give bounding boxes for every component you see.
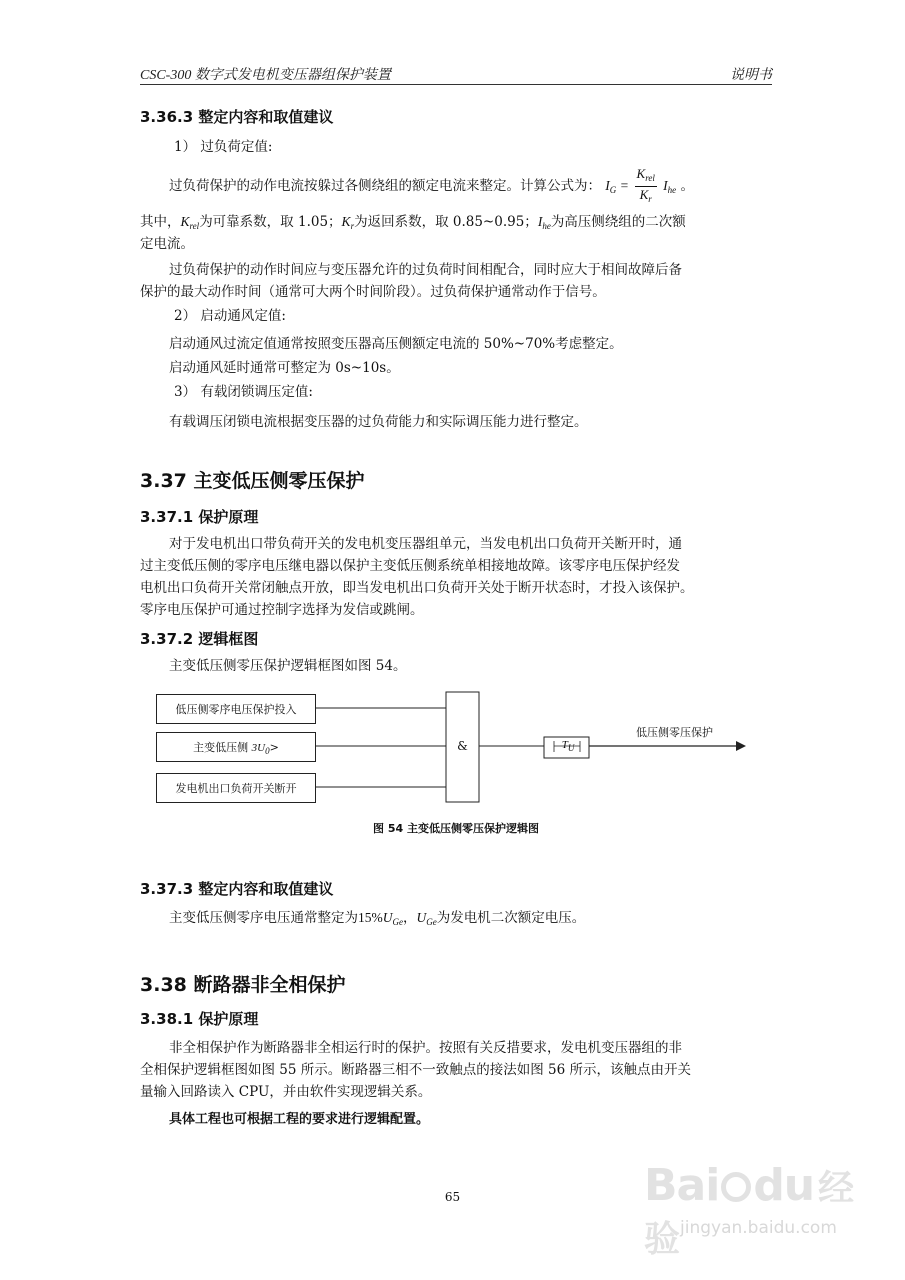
item-2: 2） 启动通风定值:	[174, 308, 286, 324]
setting-pre: 主变低压侧零序电压通常整定为	[169, 910, 358, 926]
nonfull-line-2: 全相保护逻辑框图如图 55 所示。断路器三相不一致触点的接法如图 56 所示，该触点由开关	[140, 1062, 692, 1078]
formula-tail-sub: he	[667, 185, 677, 195]
setting-post: 为发电机二次额定电压。	[436, 910, 586, 926]
watermark-brand-a: Bai	[644, 1160, 720, 1211]
header-doc-type: 说明书	[730, 68, 772, 83]
formula-end: 。	[680, 178, 694, 194]
figure-caption: 图 54 主变低压侧零压保护逻辑图	[373, 822, 539, 835]
nonfull-line-1: 非全相保护作为断路器非全相运行时的保护。按照有关反措要求，发电机变压器组的非	[169, 1040, 682, 1056]
setting-value: 15%	[358, 910, 383, 925]
formula-lhs: I	[605, 178, 610, 193]
paragraph-3b: 保护的最大动作时间（通常可大两个时间阶段）。过负荷保护通常动作于信号。	[140, 284, 606, 300]
header-title: CSC-300 数字式发电机变压器组保护装置	[140, 68, 391, 83]
bold-note: 具体工程也可根据工程的要求进行逻辑配置。	[169, 1112, 430, 1127]
timer-var: T	[561, 739, 568, 751]
timer-label	[557, 738, 579, 755]
page-number: 65	[444, 1190, 461, 1204]
logic-diagram	[150, 686, 750, 806]
input-lv-zero-seq-enable: 低压侧零序电压保护投入	[156, 694, 316, 724]
watermark-brand	[644, 1160, 870, 1262]
principle-line-1: 对于发电机出口带负荷开关的发电机变压器组单元，当发电机出口负荷开关断开时，通	[169, 536, 682, 552]
baidu-watermark	[640, 1160, 870, 1260]
formula-den: K	[639, 187, 649, 202]
setting-var-sub2: Ge	[426, 917, 437, 927]
input-gen-switch-open: 发电机出口负荷开关断开	[156, 773, 316, 803]
formula-intro: 过负荷保护的动作电流按躲过各侧绕组的额定电流来整定。计算公式为：	[169, 178, 601, 194]
formula-den-sub: r	[648, 194, 652, 204]
text-run: 其中，	[140, 214, 181, 230]
nonfull-line-3: 量输入回路读入 CPU，并由软件实现逻辑关系。	[140, 1084, 432, 1100]
formula-tail: I	[663, 178, 668, 193]
setting-var-u2: U	[416, 910, 427, 925]
variables-line	[140, 212, 772, 236]
input-3u0-var: 3U	[251, 742, 266, 754]
and-gate-label: &	[457, 739, 468, 753]
section-3-38-title: 3.38 断路器非全相保护	[140, 974, 346, 996]
watermark-brand-b: du	[753, 1160, 815, 1211]
formula-fraction	[635, 166, 657, 207]
setting-var-sub: Ge	[392, 917, 403, 927]
section-3-37-3-title: 3.37.3 整定内容和取值建议	[140, 880, 334, 898]
section-3-38-1-title: 3.38.1 保护原理	[140, 1010, 259, 1028]
setting-paragraph	[169, 908, 585, 932]
formula-lhs-sub: G	[609, 185, 617, 195]
variables-line-2: 定电流。	[140, 236, 194, 252]
setting-sep: ，	[403, 910, 417, 926]
section-3-37-title: 3.37 主变低压侧零压保护	[140, 470, 365, 492]
diagram-intro: 主变低压侧零压保护逻辑框图如图 54。	[169, 658, 407, 674]
item-1: 1） 过负荷定值:	[174, 139, 273, 155]
watermark-url: jingyan.baidu.com	[680, 1218, 837, 1238]
page-header	[140, 60, 772, 85]
paw-icon	[721, 1172, 751, 1202]
var-ihe: I	[537, 214, 543, 229]
section-3-36-3-title: 3.36.3 整定内容和取值建议	[140, 108, 334, 126]
formula-num: K	[636, 166, 646, 181]
item-3: 3） 有载闭锁调压定值:	[174, 384, 313, 400]
section-3-37-2-title: 3.37.2 逻辑框图	[140, 630, 259, 648]
var-kr-sub: r	[350, 221, 355, 231]
formula: $I_G$ = $\frac{K_{rel}}{K_r}$ $I_{he}$ 。	[605, 178, 694, 194]
input-3u0-sub: 0	[265, 746, 270, 756]
watermark-cn: 经验	[644, 1168, 854, 1260]
var-k-sub: rel	[189, 221, 200, 231]
principle-line-2: 过主变低压侧的零序电压继电器以保护主变低压侧系统单相接地故障。该零序电压保护经发	[140, 558, 680, 574]
formula-paragraph	[169, 166, 694, 206]
text-run: 为高压侧绕组的二次额	[550, 214, 686, 230]
timer-sub: U	[567, 743, 575, 753]
setting-var-u: U	[382, 910, 393, 925]
var-kr: K	[341, 214, 351, 229]
paragraph-5: 启动通风延时通常可整定为 0s~10s。	[169, 360, 400, 376]
text-run: 为可靠系数，取 1.05；	[199, 214, 342, 230]
section-3-37-1-title: 3.37.1 保护原理	[140, 508, 259, 526]
paragraph-3a: 过负荷保护的动作时间应与变压器允许的过负荷时间相配合，同时应大于相间故障后备	[169, 262, 682, 278]
paragraph-6: 有载调压闭锁电流根据变压器的过负荷能力和实际调压能力进行整定。	[169, 414, 588, 430]
var-ihe-sub: he	[542, 221, 551, 231]
output-label: 低压侧零压保护	[636, 726, 713, 739]
formula-num-sub: rel	[645, 173, 655, 183]
input-lv-3u0	[156, 732, 316, 762]
principle-line-3: 电机出口负荷开关常闭触点开放，即当发电机出口负荷开关处于断开状态时，才投入该保护。	[140, 580, 694, 596]
paragraph-4: 启动通风过流定值通常按照变压器高压侧额定电流的 50%~70%考虑整定。	[169, 336, 623, 352]
text-run: 为返回系数，取 0.85~0.95；	[354, 214, 538, 230]
var-k: K	[180, 214, 190, 229]
principle-line-4: 零序电压保护可通过控制字选择为发信或跳闸。	[140, 602, 424, 618]
input-3u0-op: >	[269, 741, 279, 754]
input-3u0-label: 主变低压侧	[193, 741, 252, 754]
